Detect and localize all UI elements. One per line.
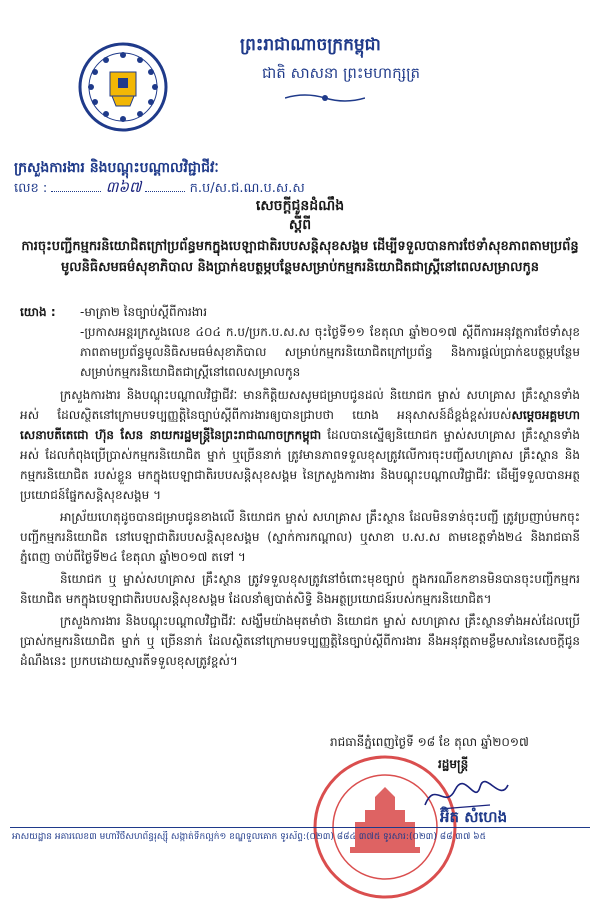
signatory-name: អ៊ិត សំហេង xyxy=(440,808,508,826)
footer-divider xyxy=(10,827,590,828)
document-subject: ការចុះបញ្ជីកម្មករនិយោជិតក្រៅប្រព័ន្ធមកក្នុងបេឡាជាតិរបបសន្តិសុខសង្គម ដើម្បីទទួលបានការថែទាំសុខភាពតាមប្រព័ន្ធមូលនិធិសមធម៌សុខាភិបាល និងប្រាក់ឧបត្ថម្ភបន្ថែមសម្រាប់កម្មករនិយោជិតជាស្ត្រីនៅពេលសម្រាលកូន xyxy=(21,239,579,275)
reference-2: -ប្រកាសអន្តរក្រសួងលេខ ៤០៤ ក.ប/ប្រក.ប.ស.ស ចុះថ្ងៃទី១១ ខែតុលា ឆ្នាំ២០១៧ ស្តីពីការអនុវត្តការថែទាំសុខភាពតាមប្រព័ន្ធមូលនិធិសមធម៌សុខាភិបាល សម្រាប់កម្មករនិយោជិតក្រៅប្រព័ន្ធ និងការផ្តល់ប្រាក់ឧបត្ថម្ភបន្ថែមសម្រាប់កម្មករនិយោជិតជាស្ត្រីនៅពេលសម្រាលកូន xyxy=(80,325,580,379)
body-text xyxy=(20,385,580,673)
ministry-logo xyxy=(78,42,168,132)
ref-suffix: ក.ប/ស.ជ.ណ.ប.ស.ស xyxy=(189,181,305,196)
ref-label: លេខ : xyxy=(14,181,48,196)
national-motto: ជាតិ សាសនា ព្រះមហាក្សត្រ xyxy=(262,64,421,82)
ornament-divider xyxy=(285,92,365,104)
reference-label: យោង : xyxy=(20,305,56,319)
document-subtitle: ស្តីពី xyxy=(288,217,312,233)
signatory-position: រដ្ឋមន្ត្រី xyxy=(438,757,469,771)
ministry-name: ក្រសួងការងារ និងបណ្តុះបណ្តាលវិជ្ជាជីវៈ xyxy=(14,160,219,176)
kingdom-header: ព្រះរាជាណាចក្រកម្ពុជា xyxy=(240,35,381,55)
footer-address: អាសយដ្ឋាន អគារលេខ៣ មហាវិថីសហព័ន្ធរុស្ស៊ី សង្កាត់ទឹកល្អក់១ ខណ្ឌទួលគោក ទូរស័ព្ទ:(០២៣) ៨៨៤ ៣៧៥ ទូរសារ:(០២៣) ៨៨ ៣៧ ៦៥ xyxy=(12,832,486,842)
reference-block xyxy=(20,302,580,382)
paragraph-2: អាស្រ័យហេតុដូចបានជម្រាបជូនខាងលើ និយោជក ម្ចាស់ សហគ្រាស គ្រឹះស្ថាន ដែលមិនទាន់ចុះបញ្ជី ត្រូវប្រញាប់មកចុះបញ្ជីកម្មករនិយោជិត នៅបេឡាជាតិរបបសន្តិសុខសង្គម (ស្នាក់ការកណ្តាល) ឬសាខា ប.ស.ស តាមខេត្តទាំង២៤ និងរាជធានីភ្នំពេញ ចាប់ពីថ្ងៃទី២៤ ខែតុលា ឆ្នាំ២០១៧ តទៅ ។ xyxy=(20,510,580,564)
document-title: សេចក្តីជូនដំណឹង xyxy=(255,198,345,214)
ref-number-handwritten: ៣៦៧ xyxy=(105,178,142,196)
paragraph-1: ក្រសួងការងារ និងបណ្តុះបណ្តាលវិជ្ជាជីវៈ មានកិត្តិយសសូមជម្រាបជូនដល់ និយោជក ម្ចាស់ សហគ្រាស គ្រឹះស្ថានទាំងអស់ ដែលស្ថិតនៅក្រោមបទប្បញ្ញត្តិនៃច្បាប់ស្តីពីការងារឲ្យបានជ្រាបថា យោង អនុសាសន៍ដ៏ខ្ពង់ខ្ពស់របស់សម្តេចអគ្គមហាសេនាបតីតេជោ ហ៊ុន សែន នាយករដ្ឋមន្ត្រីនៃព្រះរាជាណាចក្រកម្ពុជា ដែលបានស្នើឲ្យនិយោជក ម្ចាស់សហគ្រាស គ្រឹះស្ថានទាំងអស់ ដែលកំពុងប្រើប្រាស់កម្មករនិយោជិត ម្នាក់ ឬច្រើននាក់ ត្រូវមានភាពទទួលខុសត្រូវលើការចុះបញ្ជីសហគ្រាស គ្រឹះស្ថាន និងកម្មករនិយោជិត របស់ខ្លួន មកក្នុងបេឡាជាតិរបបសន្តិសុខសង្គម នៃក្រសួងការងារ និងបណ្តុះបណ្តាលវិជ្ជាជីវៈ ដើម្បីទទួលបានអត្ថប្រយោជន៍ផ្នែកសន្តិសុខសង្គម ។ xyxy=(20,388,580,502)
date-line: រាជធានីភ្នំពេញថ្ងៃទី ១៨ ខែ តុលា ឆ្នាំ២០១៧ xyxy=(330,735,529,749)
paragraph-3: និយោជក ឬ ម្ចាស់សហគ្រាស គ្រឹះស្ថាន ត្រូវទទួលខុសត្រូវនៅចំពោះមុខច្បាប់ ក្នុងករណីខកខានមិនបានចុះបញ្ជីកម្មករនិយោជិត មកក្នុងបេឡាជាតិរបបសន្តិសុខសង្គម ដែលនាំឲ្យបាត់សិទ្ធិ និងអត្ថប្រយោជន៍របស់កម្មករនិយោជិត។ xyxy=(20,572,580,606)
paragraph-4: ក្រសួងការងារ និងបណ្តុះបណ្តាលវិជ្ជាជីវៈ សង្ឃឹមយ៉ាងមុតមាំថា និយោជក ម្ចាស់ សហគ្រាស គ្រឹះស្ថានទាំងអស់ដែលប្រើប្រាស់កម្មករនិយោជិត ម្នាក់ ឬ ច្រើននាក់ ដែលស្ថិតនៅក្រោមបទប្បញ្ញត្តិនៃច្បាប់ស្តីពីការងារ នឹងអនុវត្តតាមខ្លឹមសារនៃសេចក្តីជូនដំណឹងនេះ ប្រកបដោយស្មារតីទទួលខុសត្រូវខ្ពស់។ xyxy=(20,614,580,668)
reference-1: -មាត្រា២ នៃច្បាប់ស្តីពីការងារ xyxy=(80,305,208,319)
pm-name: សម្តេចអគ្គមហាសេនាបតីតេជោ ហ៊ុន សែន នាយករដ្ឋមន្ត្រីនៃព្រះរាជាណាចក្រកម្ពុជា xyxy=(20,408,580,442)
